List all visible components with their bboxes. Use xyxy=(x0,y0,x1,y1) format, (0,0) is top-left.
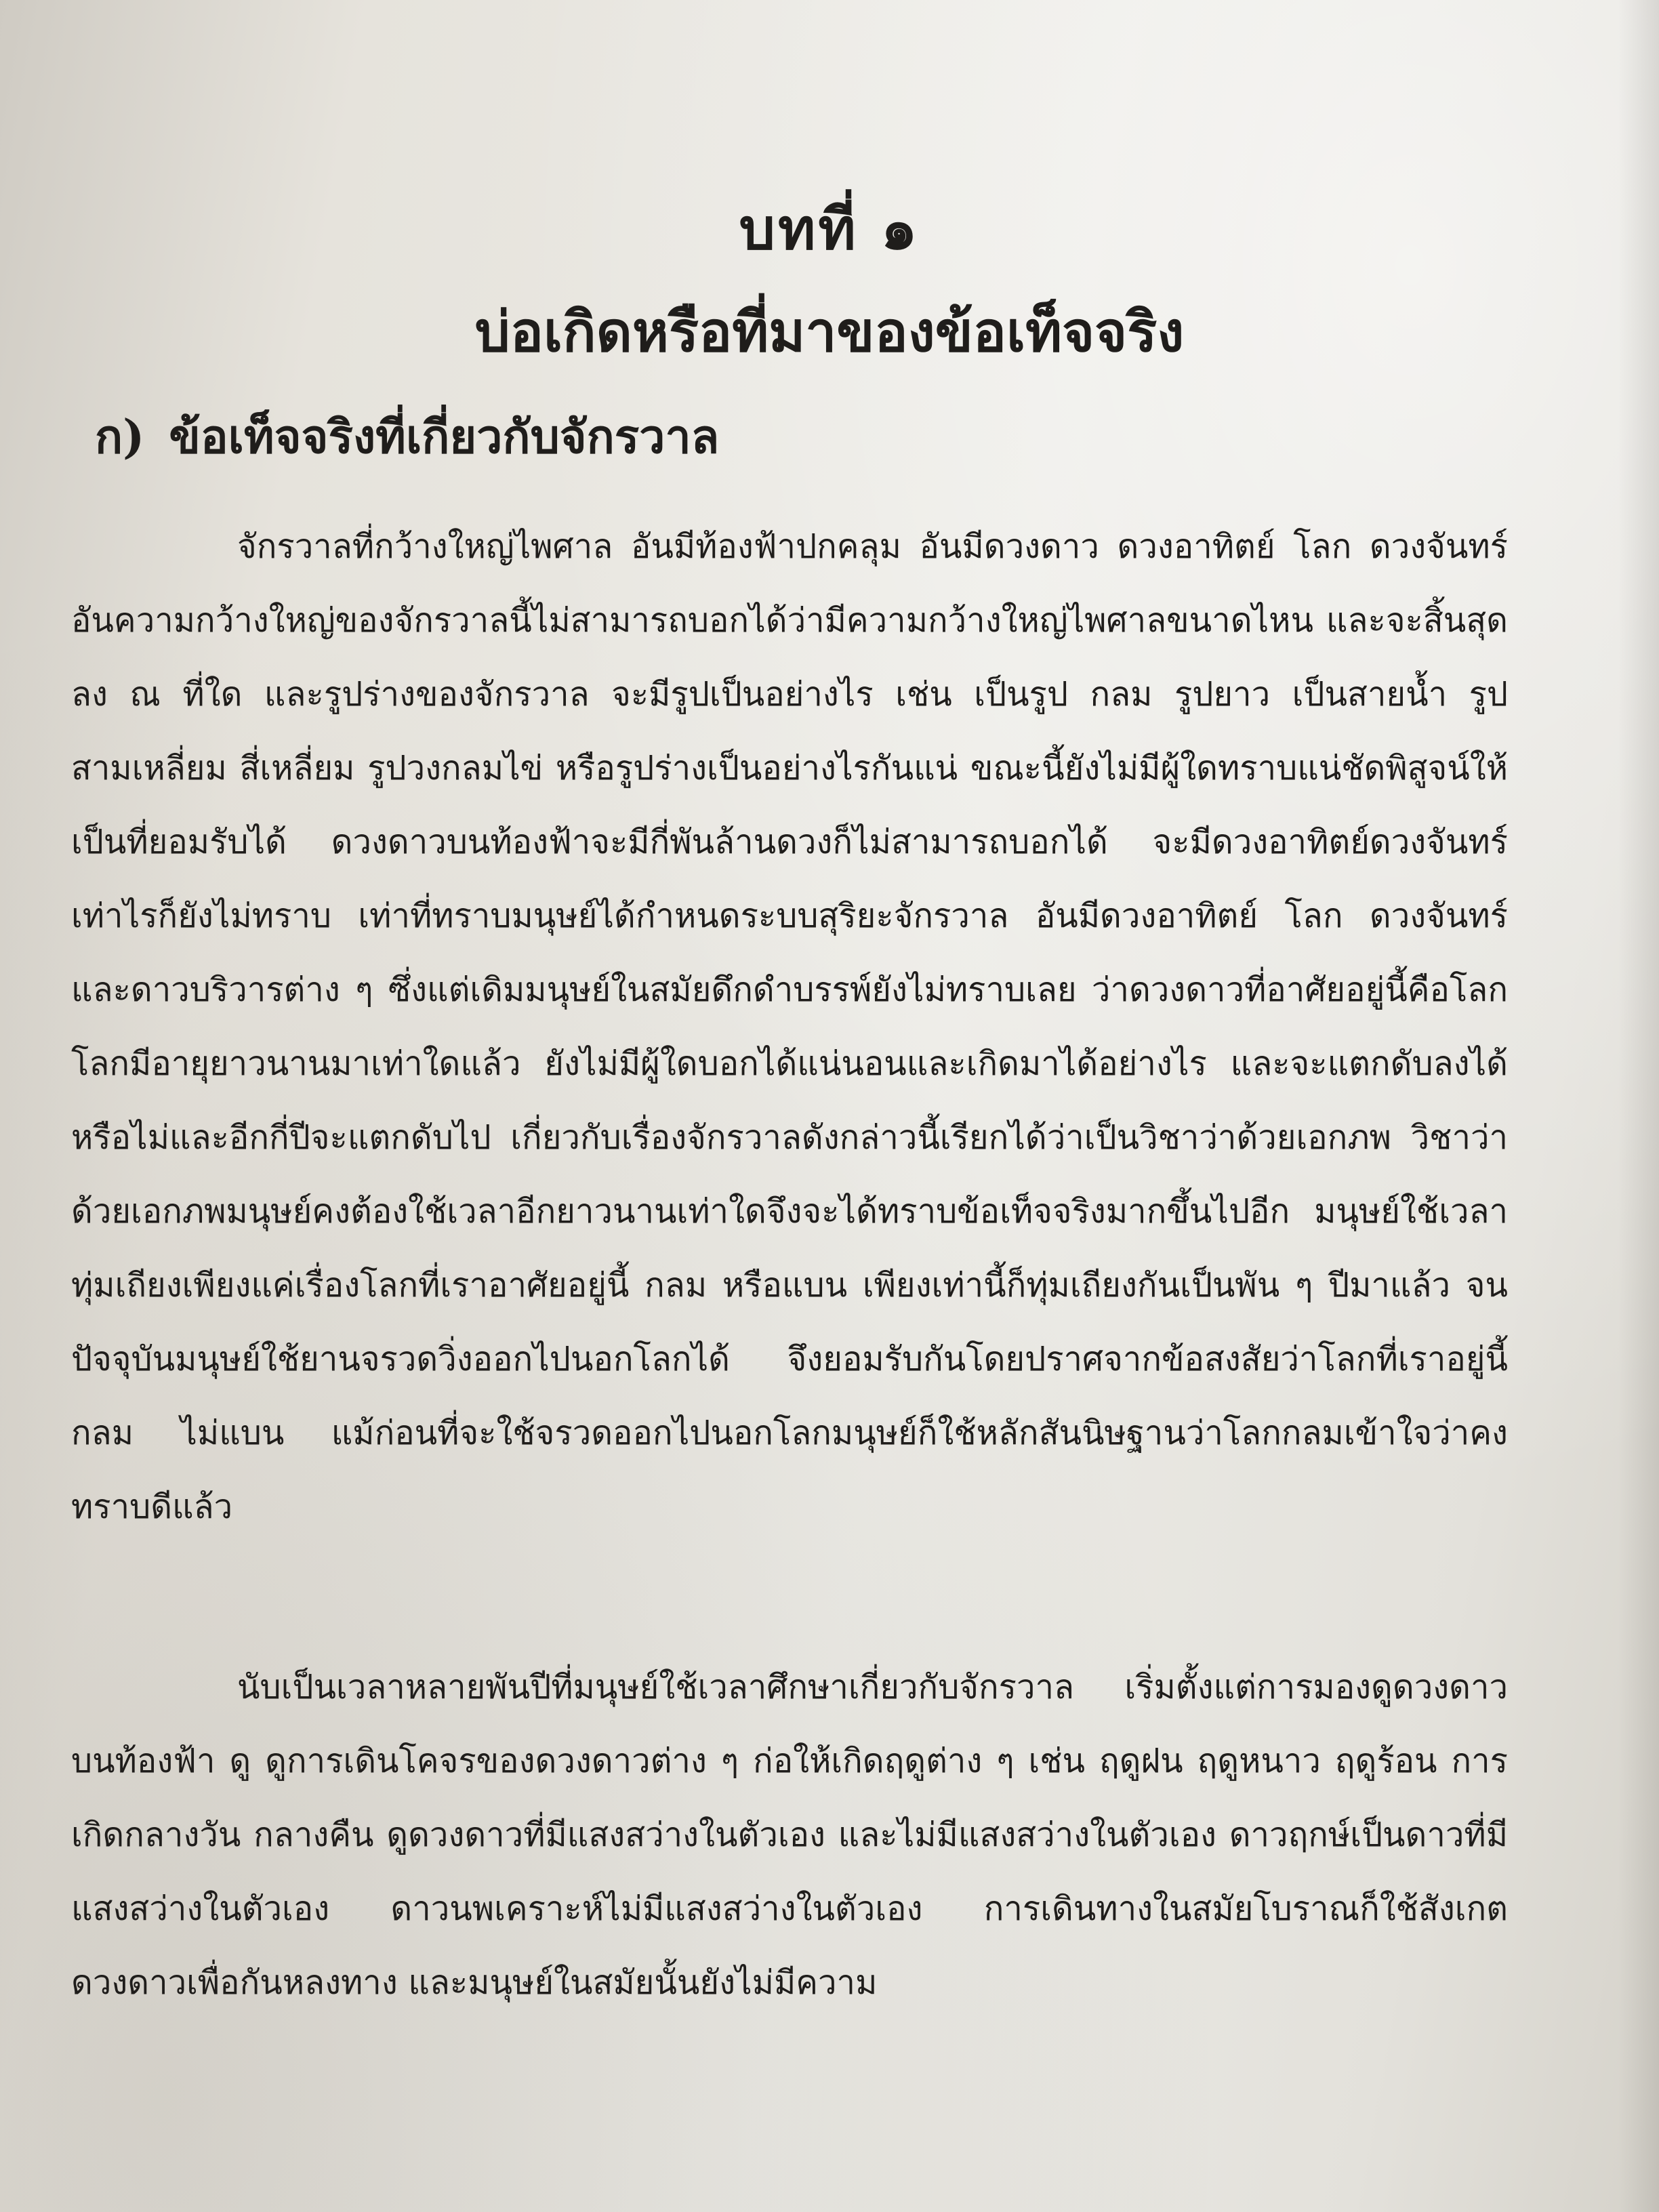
chapter-title: บ่อเกิดหรือที่มาของข้อเท็จจริง xyxy=(474,300,1185,365)
section-heading xyxy=(95,400,719,473)
chapter-label: บทที่ ๑ xyxy=(739,195,920,262)
section-heading-text: ข้อเท็จจริงที่เกี่ยวกับจักรวาล xyxy=(169,410,720,464)
body-paragraph: นับเป็นเวลาหลายพันปีที่มนุษย์ใช้เวลาศึกษาเกี่ยวกับจักรวาล เริ่มตั้งแต่การมองดูดวงดาวบนท้องฟ้า ดู ดูการเดินโคจรของดวงดาวต่าง ๆ ก่อให้เกิดฤดูต่าง ๆ เช่น ฤดูฝน ฤดูหนาว ฤดูร้อน การเกิดกลางวัน กลางคืน ดูดวงดาวที่มีแสงสว่างในตัวเอง และไม่มีแสงสว่างในตัวเอง ดาวฤกษ์เป็นดาวที่มีแสงสว่างในตัวเอง ดาวนพเคราะห์ไม่มีแสงสว่างในตัวเอง การเดินทางในสมัยโบราณก็ใช้สังเกตดวงดาวเพื่อกันหลงทาง และมนุษย์ในสมัยนั้นยังไม่มีความ xyxy=(71,1668,1508,2002)
body-paragraph: จักรวาลที่กว้างใหญ่ไพศาล อันมีท้องฟ้าปกคลุม อันมีดวงดาว ดวงอาทิตย์ โลก ดวงจันทร์ อันความกว้างใหญ่ของจักรวาลนี้ไม่สามารถบอกได้ว่ามีความกว้างใหญ่ไพศาลขนาดไหน และจะสิ้นสุดลง ณ ที่ใด และรูปร่างของจักรวาล จะมีรูปเป็นอย่างไร เช่น เป็นรูป กลม รูปยาว เป็นสายน้ำ รูปสามเหลี่ยม สี่เหลี่ยม รูปวงกลมไข่ หรือรูปร่างเป็นอย่างไรกันแน่ ขณะนี้ยังไม่มีผู้ใดทราบแน่ชัดพิสูจน์ให้เป็นที่ยอมรับได้ ดวงดาวบนท้องฟ้าจะมีกี่พันล้านดวงก็ไม่สามารถบอกได้ จะมีดวงอาทิตย์ดวงจันทร์เท่าไรก็ยังไม่ทราบ เท่าที่ทราบมนุษย์ได้กำหนดระบบสุริยะจักรวาล อันมีดวงอาทิตย์ โลก ดวงจันทร์ และดาวบริวารต่าง ๆ ซึ่งแต่เดิมมนุษย์ในสมัยดึกดำบรรพ์ยังไม่ทราบเลย ว่าดวงดาวที่อาศัยอยู่นี้คือโลก โลกมีอายุยาวนานมาเท่าใดแล้ว ยังไม่มีผู้ใดบอกได้แน่นอนและเกิดมาได้อย่างไร และจะแตกดับลงได้หรือไม่และอีกกี่ปีจะแตกดับไป เกี่ยวกับเรื่องจักรวาลดังกล่าวนี้เรียกได้ว่าเป็นวิชาว่าด้วยเอกภพ วิชาว่าด้วยเอกภพมนุษย์คงต้องใช้เวลาอีกยาวนานเท่าใดจึงจะได้ทราบข้อเท็จจริงมากขึ้นไปอีก มนุษย์ใช้เวลาทุ่มเถียงเพียงแค่เรื่องโลกที่เราอาศัยอยู่นี้ กลม หรือแบน เพียงเท่านี้ก็ทุ่มเถียงกันเป็นพัน ๆ ปีมาแล้ว จนปัจจุบันมนุษย์ใช้ยานจรวดวิ่งออกไปนอกโลกได้ จึงยอมรับกันโดยปราศจากข้อสงสัยว่าโลกที่เราอยู่นี้กลม ไม่แบน แม้ก่อนที่จะใช้จรวดออกไปนอกโลกมนุษย์ก็ใช้หลักสันนิษฐานว่าโลกกลมเข้าใจว่าคงทราบดีแล้ว xyxy=(71,527,1508,1526)
section-number: ก) xyxy=(95,410,145,464)
